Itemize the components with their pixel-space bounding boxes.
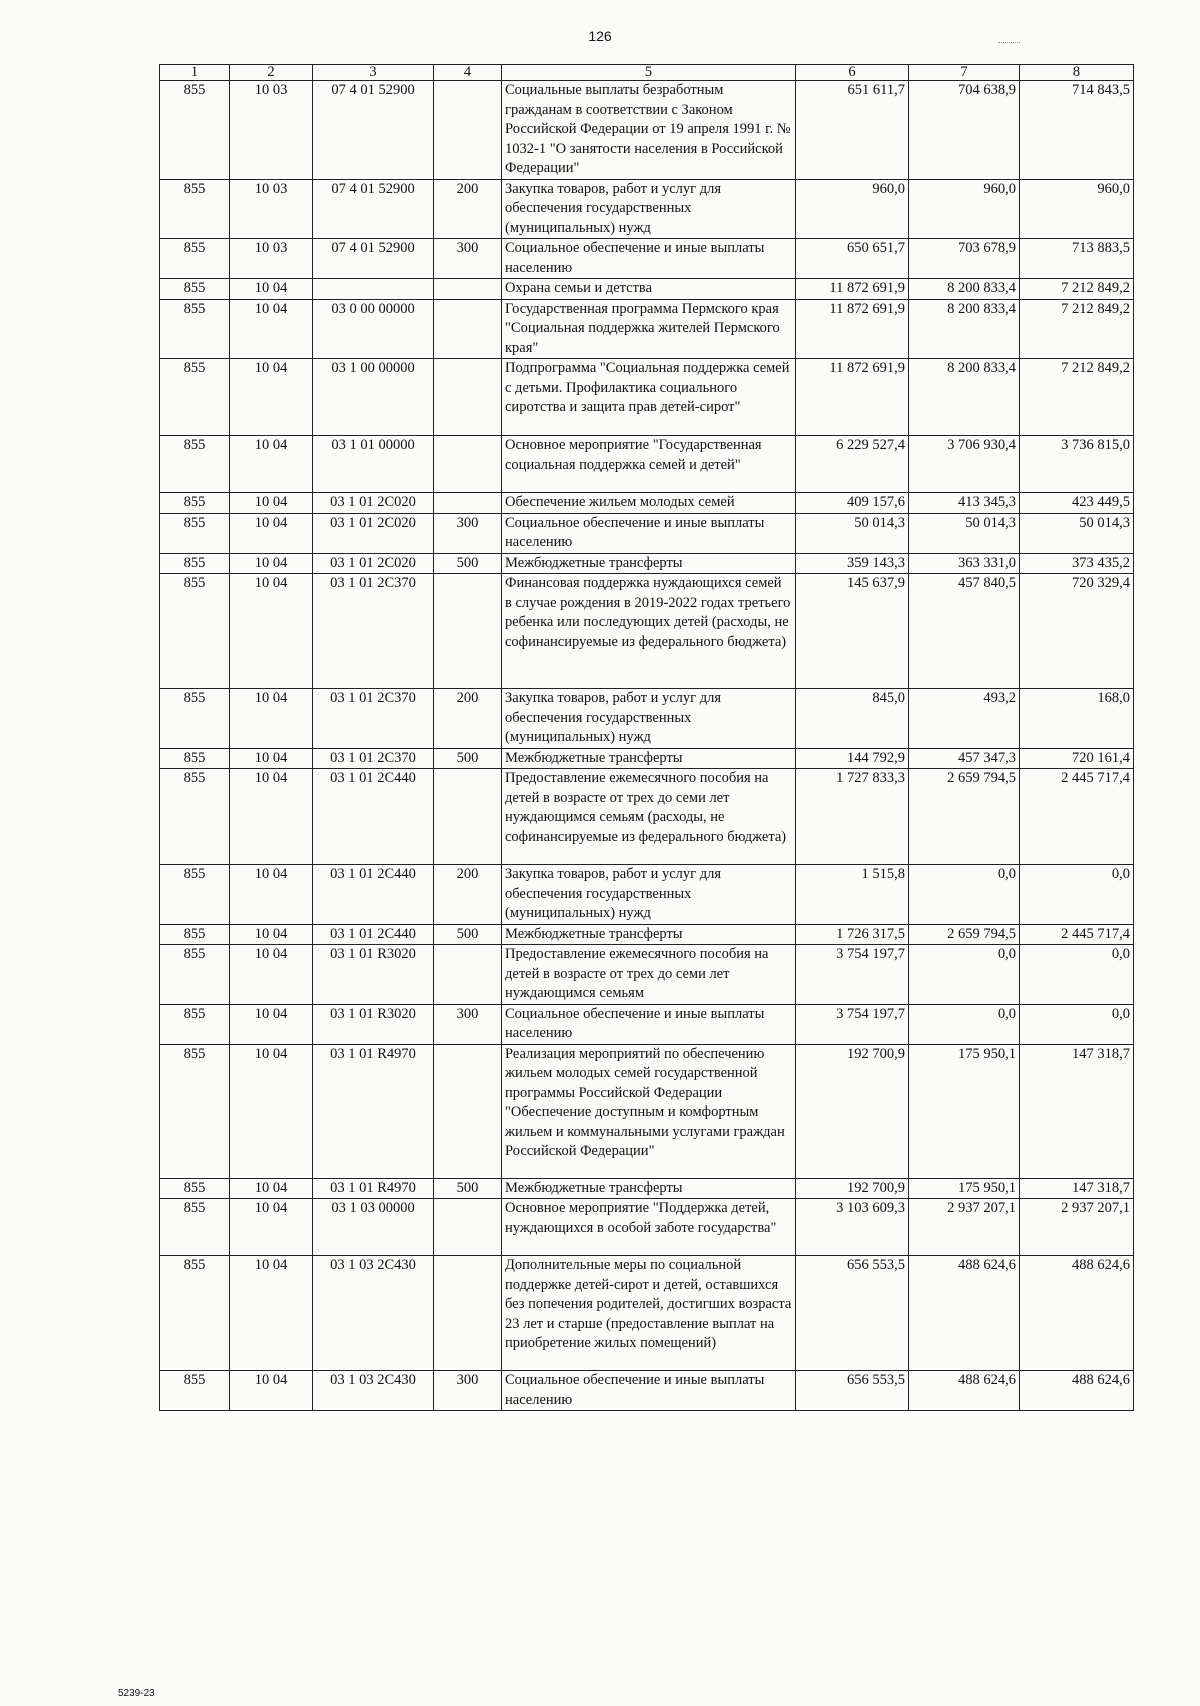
target-article-cell: 03 1 03 2С430	[313, 1256, 434, 1371]
expense-type-cell: 200	[434, 179, 502, 239]
description-cell: Обеспечение жильем молодых семей	[502, 493, 796, 514]
col-header-1: 1	[160, 65, 230, 81]
description-cell: Государственная программа Пермского края "Социальная поддержка жителей Пермского края"	[502, 299, 796, 359]
expense-type-cell	[434, 493, 502, 514]
section-code-cell: 10 04	[230, 279, 313, 300]
expense-type-cell: 500	[434, 748, 502, 769]
col-header-2: 2	[230, 65, 313, 81]
amount-2023-cell: 960,0	[1020, 179, 1134, 239]
table-row	[160, 1256, 1134, 1371]
description-cell: Социальное обеспечение и иные выплаты населению	[502, 239, 796, 279]
table-row	[160, 179, 1134, 239]
amount-2022-cell: 8 200 833,4	[909, 299, 1020, 359]
amount-2023-cell: 488 624,6	[1020, 1371, 1134, 1411]
amount-2021-cell: 144 792,9	[796, 748, 909, 769]
section-code-cell: 10 03	[230, 239, 313, 279]
table-row	[160, 865, 1134, 925]
table-row	[160, 493, 1134, 514]
amount-2022-cell: 175 950,1	[909, 1044, 1020, 1178]
amount-2023-cell: 714 843,5	[1020, 81, 1134, 180]
section-code-cell: 10 04	[230, 553, 313, 574]
amount-2023-cell: 3 736 815,0	[1020, 436, 1134, 493]
expense-type-cell	[434, 574, 502, 689]
amount-2021-cell: 3 754 197,7	[796, 1004, 909, 1044]
amount-2022-cell: 704 638,9	[909, 81, 1020, 180]
description-cell: Реализация мероприятий по обеспечению жильем молодых семей государственной программы Российской Федерации "Обеспечение доступным и комфортным жильем и коммунальными услугами граждан Российской Федерации"	[502, 1044, 796, 1178]
admin-code-cell: 855	[160, 359, 230, 436]
table-row	[160, 359, 1134, 436]
expense-type-cell: 500	[434, 553, 502, 574]
expense-type-cell: 300	[434, 1371, 502, 1411]
admin-code-cell: 855	[160, 179, 230, 239]
target-article-cell: 03 1 01 R3020	[313, 1004, 434, 1044]
table-row	[160, 239, 1134, 279]
table-row	[160, 574, 1134, 689]
expense-type-cell	[434, 769, 502, 865]
amount-2023-cell: 7 212 849,2	[1020, 279, 1134, 300]
table-row	[160, 748, 1134, 769]
section-code-cell: 10 04	[230, 1178, 313, 1199]
admin-code-cell: 855	[160, 299, 230, 359]
page-number: 126	[588, 28, 612, 44]
amount-2022-cell: 363 331,0	[909, 553, 1020, 574]
description-cell: Закупка товаров, работ и услуг для обеспечения государственных (муниципальных) нужд	[502, 689, 796, 749]
admin-code-cell: 855	[160, 493, 230, 514]
description-cell: Социальные выплаты безработным гражданам в соответствии с Законом Российской Федерации от 19 апреля 1991 г. № 1032-1 "О занятости населения в Российской Федерации"	[502, 81, 796, 180]
expense-type-cell	[434, 1256, 502, 1371]
expense-type-cell	[434, 299, 502, 359]
amount-2021-cell: 656 553,5	[796, 1256, 909, 1371]
section-code-cell: 10 04	[230, 299, 313, 359]
expense-type-cell: 300	[434, 239, 502, 279]
table-row	[160, 553, 1134, 574]
target-article-cell: 03 1 03 00000	[313, 1199, 434, 1256]
admin-code-cell: 855	[160, 1004, 230, 1044]
amount-2021-cell: 192 700,9	[796, 1178, 909, 1199]
col-header-6: 6	[796, 65, 909, 81]
amount-2022-cell: 2 659 794,5	[909, 924, 1020, 945]
expense-type-cell	[434, 436, 502, 493]
description-cell: Основное мероприятие "Поддержка детей, нуждающихся в особой заботе государства"	[502, 1199, 796, 1256]
section-code-cell: 10 04	[230, 1044, 313, 1178]
document-code: 5239-23	[118, 1688, 155, 1699]
admin-code-cell: 855	[160, 553, 230, 574]
amount-2022-cell: 488 624,6	[909, 1256, 1020, 1371]
target-article-cell: 03 1 01 2С440	[313, 865, 434, 925]
amount-2021-cell: 11 872 691,9	[796, 359, 909, 436]
target-article-cell: 03 1 01 2С020	[313, 513, 434, 553]
amount-2021-cell: 1 727 833,3	[796, 769, 909, 865]
admin-code-cell: 855	[160, 865, 230, 925]
amount-2023-cell: 7 212 849,2	[1020, 299, 1134, 359]
description-cell: Социальное обеспечение и иные выплаты населению	[502, 1371, 796, 1411]
amount-2023-cell: 2 937 207,1	[1020, 1199, 1134, 1256]
amount-2023-cell: 50 014,3	[1020, 513, 1134, 553]
description-cell: Дополнительные меры по социальной поддержке детей-сирот и детей, оставшихся без попечения родителей, достигших возраста 23 лет и старше (предоставление выплат на приобретение жилых помещений)	[502, 1256, 796, 1371]
expense-type-cell	[434, 1199, 502, 1256]
table-row	[160, 513, 1134, 553]
admin-code-cell: 855	[160, 1256, 230, 1371]
amount-2023-cell: 168,0	[1020, 689, 1134, 749]
admin-code-cell: 855	[160, 279, 230, 300]
target-article-cell: 03 1 01 2С370	[313, 574, 434, 689]
section-code-cell: 10 04	[230, 748, 313, 769]
admin-code-cell: 855	[160, 436, 230, 493]
amount-2021-cell: 11 872 691,9	[796, 299, 909, 359]
description-cell: Межбюджетные трансферты	[502, 748, 796, 769]
admin-code-cell: 855	[160, 1178, 230, 1199]
amount-2021-cell: 11 872 691,9	[796, 279, 909, 300]
amount-2021-cell: 651 611,7	[796, 81, 909, 180]
target-article-cell: 03 1 01 2С370	[313, 748, 434, 769]
target-article-cell: 03 1 01 2С020	[313, 493, 434, 514]
amount-2022-cell: 8 200 833,4	[909, 279, 1020, 300]
amount-2022-cell: 457 347,3	[909, 748, 1020, 769]
section-code-cell: 10 04	[230, 1004, 313, 1044]
expense-type-cell: 500	[434, 1178, 502, 1199]
expense-type-cell	[434, 81, 502, 180]
admin-code-cell: 855	[160, 513, 230, 553]
amount-2023-cell: 147 318,7	[1020, 1044, 1134, 1178]
col-header-4: 4	[434, 65, 502, 81]
col-header-8: 8	[1020, 65, 1134, 81]
description-cell: Социальное обеспечение и иные выплаты населению	[502, 1004, 796, 1044]
table-row	[160, 1371, 1134, 1411]
amount-2022-cell: 413 345,3	[909, 493, 1020, 514]
expense-type-cell: 200	[434, 865, 502, 925]
section-code-cell: 10 04	[230, 574, 313, 689]
description-cell: Основное мероприятие "Государственная социальная поддержка семей и детей"	[502, 436, 796, 493]
expense-type-cell: 300	[434, 513, 502, 553]
amount-2022-cell: 2 659 794,5	[909, 769, 1020, 865]
admin-code-cell: 855	[160, 1044, 230, 1178]
table-row	[160, 924, 1134, 945]
amount-2021-cell: 3 754 197,7	[796, 945, 909, 1005]
expense-type-cell	[434, 279, 502, 300]
admin-code-cell: 855	[160, 924, 230, 945]
amount-2021-cell: 192 700,9	[796, 1044, 909, 1178]
description-cell: Закупка товаров, работ и услуг для обеспечения государственных (муниципальных) нужд	[502, 179, 796, 239]
amount-2023-cell: 147 318,7	[1020, 1178, 1134, 1199]
amount-2023-cell: 0,0	[1020, 945, 1134, 1005]
section-code-cell: 10 04	[230, 359, 313, 436]
amount-2023-cell: 423 449,5	[1020, 493, 1134, 514]
target-article-cell: 03 1 00 00000	[313, 359, 434, 436]
header-row	[160, 65, 1134, 81]
section-code-cell: 10 04	[230, 945, 313, 1005]
target-article-cell: 03 1 01 R3020	[313, 945, 434, 1005]
amount-2022-cell: 2 937 207,1	[909, 1199, 1020, 1256]
amount-2023-cell: 7 212 849,2	[1020, 359, 1134, 436]
amount-2021-cell: 145 637,9	[796, 574, 909, 689]
target-article-cell: 03 1 01 R4970	[313, 1044, 434, 1178]
amount-2021-cell: 960,0	[796, 179, 909, 239]
amount-2021-cell: 1 726 317,5	[796, 924, 909, 945]
section-code-cell: 10 04	[230, 493, 313, 514]
amount-2023-cell: 0,0	[1020, 865, 1134, 925]
admin-code-cell: 855	[160, 81, 230, 180]
amount-2022-cell: 3 706 930,4	[909, 436, 1020, 493]
amount-2023-cell: 713 883,5	[1020, 239, 1134, 279]
target-article-cell	[313, 279, 434, 300]
table-row	[160, 1044, 1134, 1178]
table-row	[160, 299, 1134, 359]
description-cell: Закупка товаров, работ и услуг для обеспечения государственных (муниципальных) нужд	[502, 865, 796, 925]
table-row	[160, 81, 1134, 180]
admin-code-cell: 855	[160, 945, 230, 1005]
admin-code-cell: 855	[160, 239, 230, 279]
section-code-cell: 10 04	[230, 924, 313, 945]
description-cell: Межбюджетные трансферты	[502, 553, 796, 574]
expense-type-cell	[434, 1044, 502, 1178]
section-code-cell: 10 04	[230, 513, 313, 553]
amount-2022-cell: 457 840,5	[909, 574, 1020, 689]
amount-2023-cell: 488 624,6	[1020, 1256, 1134, 1371]
amount-2023-cell: 720 161,4	[1020, 748, 1134, 769]
amount-2022-cell: 50 014,3	[909, 513, 1020, 553]
table-row	[160, 945, 1134, 1005]
table-body	[160, 81, 1134, 1411]
section-code-cell: 10 04	[230, 1199, 313, 1256]
table-row	[160, 436, 1134, 493]
description-cell: Межбюджетные трансферты	[502, 1178, 796, 1199]
table-row	[160, 279, 1134, 300]
table-row	[160, 689, 1134, 749]
target-article-cell: 07 4 01 52900	[313, 81, 434, 180]
amount-2023-cell: 0,0	[1020, 1004, 1134, 1044]
amount-2022-cell: 8 200 833,4	[909, 359, 1020, 436]
table-row	[160, 1199, 1134, 1256]
target-article-cell: 03 1 01 2С440	[313, 924, 434, 945]
description-cell: Предоставление ежемесячного пособия на детей в возрасте от трех до семи лет нуждающимся семьям	[502, 945, 796, 1005]
col-header-5: 5	[502, 65, 796, 81]
admin-code-cell: 855	[160, 689, 230, 749]
budget-table	[159, 64, 1134, 1411]
target-article-cell: 03 1 01 2С440	[313, 769, 434, 865]
amount-2022-cell: 0,0	[909, 945, 1020, 1005]
target-article-cell: 03 1 03 2С430	[313, 1371, 434, 1411]
amount-2023-cell: 2 445 717,4	[1020, 924, 1134, 945]
section-code-cell: 10 04	[230, 1371, 313, 1411]
section-code-cell: 10 03	[230, 179, 313, 239]
col-header-7: 7	[909, 65, 1020, 81]
amount-2022-cell: 175 950,1	[909, 1178, 1020, 1199]
description-cell: Социальное обеспечение и иные выплаты населению	[502, 513, 796, 553]
amount-2021-cell: 656 553,5	[796, 1371, 909, 1411]
target-article-cell: 07 4 01 52900	[313, 239, 434, 279]
scan-mark	[998, 36, 1020, 43]
amount-2021-cell: 650 651,7	[796, 239, 909, 279]
section-code-cell: 10 04	[230, 865, 313, 925]
amount-2022-cell: 960,0	[909, 179, 1020, 239]
admin-code-cell: 855	[160, 748, 230, 769]
section-code-cell: 10 04	[230, 1256, 313, 1371]
description-cell: Финансовая поддержка нуждающихся семей в случае рождения в 2019-2022 годах третьего ребенка или последующих детей (расходы, не софинансируемые из федерального бюджета)	[502, 574, 796, 689]
expense-type-cell: 200	[434, 689, 502, 749]
target-article-cell: 03 1 01 2С370	[313, 689, 434, 749]
amount-2021-cell: 6 229 527,4	[796, 436, 909, 493]
amount-2022-cell: 488 624,6	[909, 1371, 1020, 1411]
expense-type-cell	[434, 359, 502, 436]
amount-2022-cell: 493,2	[909, 689, 1020, 749]
expense-type-cell	[434, 945, 502, 1005]
amount-2021-cell: 3 103 609,3	[796, 1199, 909, 1256]
amount-2021-cell: 1 515,8	[796, 865, 909, 925]
target-article-cell: 03 1 01 R4970	[313, 1178, 434, 1199]
amount-2022-cell: 0,0	[909, 865, 1020, 925]
amount-2022-cell: 0,0	[909, 1004, 1020, 1044]
amount-2022-cell: 703 678,9	[909, 239, 1020, 279]
target-article-cell: 03 1 01 2С020	[313, 553, 434, 574]
amount-2023-cell: 720 329,4	[1020, 574, 1134, 689]
target-article-cell: 07 4 01 52900	[313, 179, 434, 239]
table-row	[160, 1178, 1134, 1199]
section-code-cell: 10 04	[230, 769, 313, 865]
amount-2021-cell: 50 014,3	[796, 513, 909, 553]
description-cell: Предоставление ежемесячного пособия на детей в возрасте от трех до семи лет нуждающимся семьям (расходы, не софинансируемые из федерального бюджета)	[502, 769, 796, 865]
amount-2021-cell: 409 157,6	[796, 493, 909, 514]
amount-2023-cell: 2 445 717,4	[1020, 769, 1134, 865]
target-article-cell: 03 1 01 00000	[313, 436, 434, 493]
section-code-cell: 10 04	[230, 689, 313, 749]
expense-type-cell: 300	[434, 1004, 502, 1044]
description-cell: Межбюджетные трансферты	[502, 924, 796, 945]
admin-code-cell: 855	[160, 769, 230, 865]
description-cell: Подпрограмма "Социальная поддержка семей с детьми. Профилактика социального сиротства и защита прав детей-сирот"	[502, 359, 796, 436]
amount-2021-cell: 359 143,3	[796, 553, 909, 574]
col-header-3: 3	[313, 65, 434, 81]
section-code-cell: 10 03	[230, 81, 313, 180]
admin-code-cell: 855	[160, 574, 230, 689]
table-row	[160, 769, 1134, 865]
table-row	[160, 1004, 1134, 1044]
description-cell: Охрана семьи и детства	[502, 279, 796, 300]
expense-type-cell: 500	[434, 924, 502, 945]
target-article-cell: 03 0 00 00000	[313, 299, 434, 359]
amount-2021-cell: 845,0	[796, 689, 909, 749]
admin-code-cell: 855	[160, 1371, 230, 1411]
admin-code-cell: 855	[160, 1199, 230, 1256]
section-code-cell: 10 04	[230, 436, 313, 493]
amount-2023-cell: 373 435,2	[1020, 553, 1134, 574]
